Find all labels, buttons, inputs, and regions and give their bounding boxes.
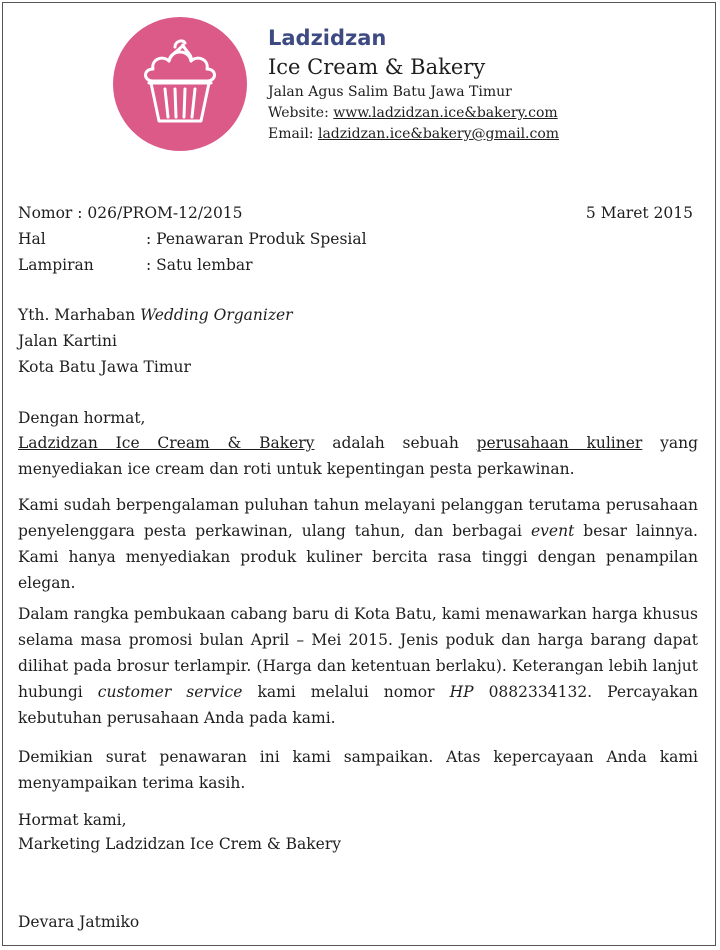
paragraph-1 <box>18 430 698 482</box>
recipient-prefix: Yth. Marhaban <box>18 306 136 324</box>
letter-date: 5 Maret 2015 <box>585 204 693 222</box>
nomor-label: Nomor <box>18 204 73 222</box>
email-line <box>268 124 559 145</box>
hal-row: Hal : Penawaran Produk Spesial <box>18 230 367 248</box>
brand-tagline: Ice Cream & Bakery <box>268 55 486 79</box>
p3-customer-service: customer service <box>97 683 243 701</box>
email-label: Email: <box>268 126 314 142</box>
nomor-row: Nomor : 026/PROM-12/2015 <box>18 204 243 222</box>
cupcake-icon <box>113 17 247 151</box>
paragraph-2 <box>18 492 698 596</box>
signature-name: Devara Jatmiko <box>18 913 140 931</box>
salutation: Dengan hormat, <box>18 409 146 427</box>
p3-a: Dalam rangka pembukaan cabang baru di Kota Batu, kami menawarkan harga khusus selama masa promosi bulan April – Mei 2015. Jenis poduk dan harga barang dapat dilihat pada brosur terlampir. (Harga dan ketentuan berlaku). Keterangan lebih lanjut hubungi <box>18 605 698 701</box>
lampiran-value: Satu lembar <box>156 256 253 274</box>
p3-b: kami melalui nomor <box>257 683 435 701</box>
paragraph-4: Demikian surat penawaran ini kami sampaikan. Atas kepercayaan Anda kami menyampaikan terima kasih. <box>18 748 698 792</box>
p3-c: 0882334132. Percayakan kebutuhan perusahaan Anda pada kami. <box>18 683 698 727</box>
website-label: Website: <box>268 105 329 121</box>
closing-greeting: Hormat kami, <box>18 811 127 829</box>
nomor-value: 026/PROM-12/2015 <box>87 204 243 222</box>
recipient-name <box>18 305 293 325</box>
hal-value: Penawaran Produk Spesial <box>156 230 367 248</box>
p2-a: Kami sudah berpengalaman puluhan tahun melayani pelanggan terutama perusahaan penyelenggara pesta perkawinan, ulang tahun, dan berbagai <box>18 496 698 540</box>
p1-line2: menyediakan ice cream dan roti untuk kepentingan pesta perkawinan. <box>18 460 575 478</box>
p2-b: besar lainnya. Kami hanya menyediakan produk kuliner bercita rasa tinggi dengan penampilan elegan. <box>18 522 698 592</box>
hal-label: Hal <box>18 230 46 248</box>
email-link[interactable]: ladzidzan.ice&bakery@gmail.com <box>317 126 560 142</box>
website-link[interactable]: www.ladzidzan.ice&bakery.com <box>333 105 558 121</box>
company-address: Jalan Agus Salim Batu Jawa Timur <box>268 84 512 100</box>
brand-name: Ladzidzan <box>268 26 387 50</box>
company-name-inline: Ladzidzan Ice Cream & Bakery <box>18 434 315 452</box>
p1-underlined: perusahaan kuliner <box>476 434 643 452</box>
p3-hp: HP <box>449 683 474 701</box>
recipient-org: Wedding Organizer <box>140 306 293 324</box>
recipient-street: Jalan Kartini <box>18 332 117 350</box>
lampiran-label: Lampiran <box>18 256 94 274</box>
website-line <box>268 103 559 124</box>
paragraph-3 <box>18 601 698 731</box>
lampiran-row: Lampiran : Satu lembar <box>18 256 253 274</box>
closing-sender: Marketing Ladzidzan Ice Crem & Bakery <box>18 835 341 853</box>
company-logo <box>113 17 247 151</box>
letterhead <box>268 24 559 145</box>
p1-end: yang <box>660 434 698 452</box>
p2-event: event <box>530 522 575 540</box>
p1-mid: adalah sebuah <box>332 434 459 452</box>
recipient-city: Kota Batu Jawa Timur <box>18 358 191 376</box>
